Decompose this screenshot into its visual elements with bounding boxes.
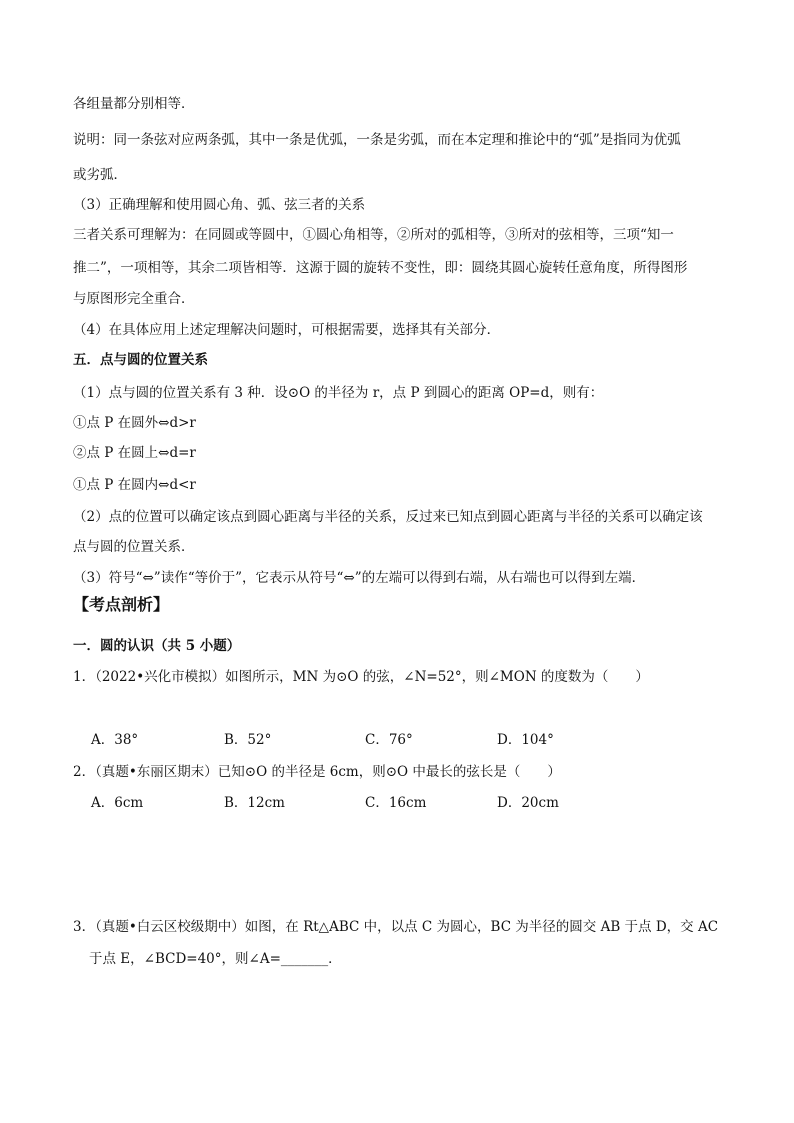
question-3-line-1: 3．（真题•白云区校级期中）如图，在 Rt△ABC 中，以点 C 为圆心，BC 为半径的圆交 AB 于点 D，交 AC [73, 919, 719, 935]
question-2-option-c: C．16cm [365, 795, 427, 811]
question-3-line-2: 于点 E，∠BCD=40°，则∠A=_______． [89, 951, 342, 967]
text-line: （3）符号“⇔”读作“等价于”，它表示从符号“⇔”的左端可以得到右端，从右端也可以得到左端． [73, 570, 646, 586]
text-line: ①点 P 在圆外⇔d>r [73, 415, 196, 431]
text-line: （3）正确理解和使用圆心角、弧、弦三者的关系 [73, 197, 366, 213]
question-1-stem: 1．（2022•兴化市模拟）如图所示，MN 为⊙O 的弦，∠N=52°，则∠MON 的度数为（ ） [73, 669, 649, 685]
question-1-option-b: B．52° [224, 732, 272, 748]
text-line: 与原图形完全重合． [73, 291, 195, 307]
text-line: ①点 P 在圆内⇔d<r [73, 477, 196, 493]
question-2-option-d: D．20cm [497, 795, 559, 811]
text-line: （1）点与圆的位置关系有 3 种．设⊙O 的半径为 r，点 P 到圆心的距离 OP=d，则有： [73, 385, 604, 401]
text-line: 或劣弧． [73, 167, 127, 183]
text-line: （2）点的位置可以确定该点到圆心距离与半径的关系，反过来已知点到圆心距离与半径的关系可以确定该 [73, 509, 703, 525]
question-1-option-c: C．76° [365, 732, 413, 748]
question-2-stem: 2．（真题•东丽区期末）已知⊙O 的半径是 6cm，则⊙O 中最长的弦长是（ ） [73, 764, 561, 780]
text-line: 推二”，一项相等，其余二项皆相等．这源于圆的旋转不变性，即：圆绕其圆心旋转任意角度，所得图形 [73, 260, 688, 276]
question-1-option-d: D．104° [497, 732, 554, 748]
text-line: ②点 P 在圆上⇔d=r [73, 445, 196, 461]
question-2-option-a: A．6cm [91, 795, 144, 811]
question-2-option-b: B．12cm [224, 795, 285, 811]
text-line: 各组量都分别相等． [73, 96, 195, 112]
text-line: 三者关系可理解为：在同圆或等圆中，①圆心角相等，②所对的弧相等，③所对的弦相等，三项“知一 [73, 227, 674, 243]
analysis-title: 【考点剖析】 [73, 595, 170, 614]
part-title: 一．圆的认识（共 5 小题） [73, 638, 241, 654]
text-line: （4）在具体应用上述定理解决问题时，可根据需要，选择其有关部分． [73, 322, 501, 338]
question-1-option-a: A．38° [91, 732, 139, 748]
section-title: 五．点与圆的位置关系 [73, 352, 208, 368]
text-line: 点与圆的位置关系． [73, 539, 195, 555]
text-line: 说明：同一条弦对应两条弧，其中一条是优弧，一条是劣弧，而在本定理和推论中的“弧”是指同为优弧 [73, 132, 681, 148]
